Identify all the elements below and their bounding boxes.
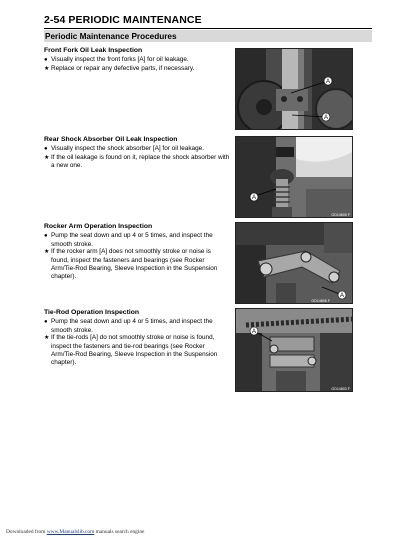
tie-rod-section: [44, 309, 230, 366]
figure-code: GD14605 F: [331, 213, 350, 217]
instruction-item: ● Pump the seat down and up 4 or 5 times, and inspect the smooth stroke.: [44, 318, 213, 334]
callout-label: A: [323, 115, 329, 122]
rocker-arm-photo: [235, 222, 353, 304]
star-icon: ★: [44, 65, 50, 72]
bullet-icon: ●: [44, 233, 48, 239]
figure-code: GD14803 F: [331, 387, 350, 391]
bullet-icon: ●: [44, 146, 48, 152]
instruction-item: ● Pump the seat down and up 4 or 5 times, and inspect the smooth stroke.: [44, 232, 213, 248]
tie-rod-photo: [235, 308, 353, 392]
instruction-list: [44, 56, 230, 73]
footer: [6, 529, 144, 535]
instruction-item: ★ If the tie-rods [A] do not smoothly stroke or noise is found, inspect the fasteners and tie-rod bearings (see Rocker Arm/Tie-Rod Bearing, Sleeve Inspection in the Suspension chapter).: [44, 334, 218, 366]
callout-label: A: [339, 293, 345, 300]
instruction-list: [44, 232, 230, 280]
callout-label: A: [325, 79, 331, 86]
rocker-arm-section: [44, 223, 230, 280]
callout-label: A: [251, 329, 257, 336]
star-icon: ★: [44, 249, 50, 256]
instruction-list: [44, 318, 230, 366]
footer-prefix: Downloaded from: [6, 529, 46, 535]
section-title: Rear Shock Absorber Oil Leak Inspection: [44, 136, 178, 143]
front-fork-section: [44, 47, 230, 73]
instruction-item: ★ If the rocker arm [A] does not smoothly stroke or noise is found, inspect the fasteners and bearings (see Rocker Arm/Tie-Rod Bearing, Sleeve Inspection in the Suspension chapter).: [44, 248, 218, 280]
page-header: [44, 14, 372, 42]
instruction-item: ★ If the oil leakage is found on it, replace the shock absorber with a new one.: [44, 153, 230, 170]
section-title: Tie-Rod Operation Inspection: [44, 309, 140, 316]
star-icon: ★: [44, 154, 50, 161]
rear-shock-section: [44, 136, 230, 170]
instruction-item: ★ Replace or repair any defective parts, if necessary.: [44, 64, 195, 72]
bullet-icon: ●: [44, 57, 48, 63]
footer-link[interactable]: www.Manualslib.com: [46, 529, 95, 535]
title-rule: [44, 28, 372, 29]
section-title: Rocker Arm Operation Inspection: [44, 223, 153, 230]
instruction-item: ● Visually inspect the shock absorber [A] for oil leakage.: [44, 145, 204, 152]
page-title: 2-54 PERIODIC MAINTENANCE: [44, 14, 202, 26]
instruction-list: [44, 145, 230, 170]
footer-suffix: manuals search engine: [95, 529, 145, 535]
figure-code: GD14606 F: [311, 299, 330, 303]
rear-shock-photo: [235, 136, 353, 218]
bullet-icon: ●: [44, 319, 48, 325]
callout-label: A: [251, 195, 257, 202]
front-fork-photo: [235, 48, 353, 130]
section-title: Front Fork Oil Leak Inspection: [44, 47, 143, 54]
instruction-item: ● Visually inspect the front forks [A] for oil leakage.: [44, 56, 189, 63]
star-icon: ★: [44, 335, 50, 342]
section-heading: Periodic Maintenance Procedures: [44, 30, 372, 42]
